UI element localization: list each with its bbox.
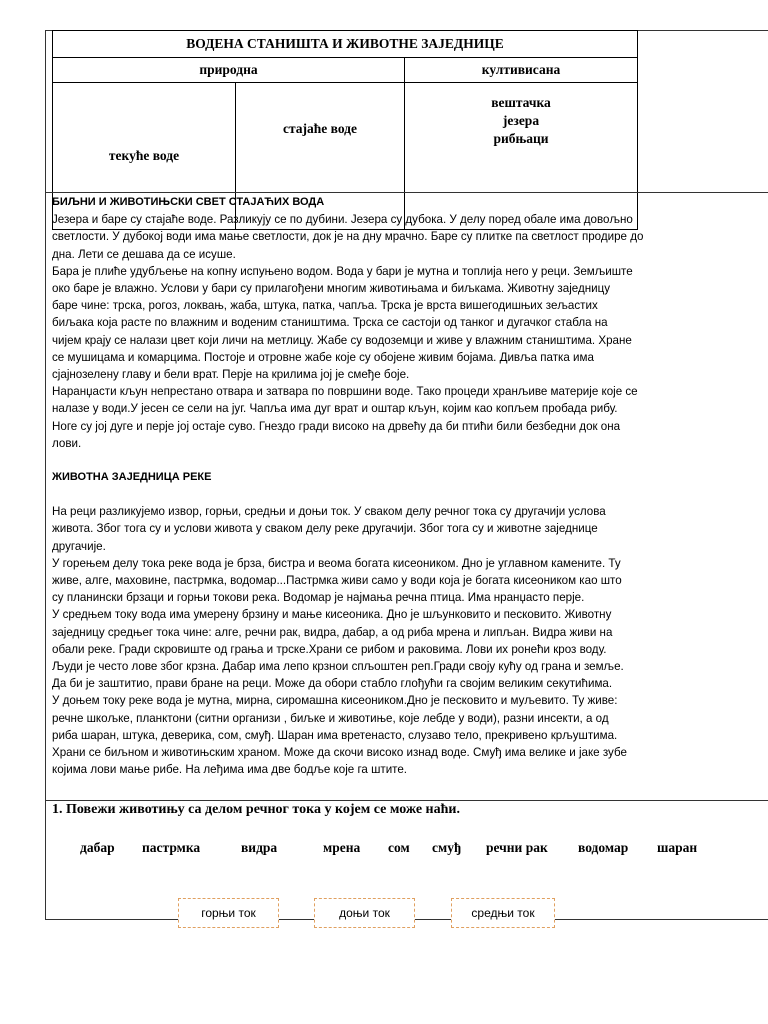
section-divider (45, 800, 768, 801)
text-line: око баре је влажно. Услови у бари су прилагођени многим животињама и биљкама. Животну заједницу (52, 282, 611, 296)
text-line: су планински брзаци и горњи токови река. Водомар је најмања речна птица. Има нранџасто перје. (52, 591, 585, 605)
section-heading: БИЉНИ И ЖИВОТИЊСКИ СВЕТ СТАЈАЋИХ ВОДА (52, 196, 325, 208)
text-line: Језера и баре су стајаће воде. Разликују се по дубини. Језера су дубока. У делу поред обале има довољно (52, 213, 633, 227)
blank-line (52, 452, 714, 469)
artificial-line: вештачка (491, 95, 551, 110)
text-line: Наранџасти кљун непрестано отвара и затвара по површини воде. Тако процеди хранљиве материје које се (52, 385, 638, 399)
natural-header: природна (53, 58, 405, 83)
animal-label[interactable]: шаран (657, 840, 698, 855)
animal-label[interactable]: сом (388, 840, 410, 855)
text-line: живота. Због тога су и услови живота у сваком делу реке другачији. Због тога су и животне заједнице (52, 522, 598, 536)
text-line: налазе у води.У јесен се сели на југ. Чапља има дуг врат и оштар кљун, којим као копљем пробада рибу. (52, 402, 618, 416)
animal-label[interactable]: пастрмка (142, 840, 201, 855)
animal-label[interactable]: смуђ (432, 840, 462, 855)
animal-label[interactable]: водомар (578, 840, 629, 855)
text-line: сјајнозелену главу и бели врат. Перје на крилима јој је смеђе боје. (52, 368, 410, 382)
text-line: риба шаран, штука, деверика, сом, смуђ. Шаран има вретенасто, слузаво тело, прекривено крљуштима. (52, 728, 618, 742)
upper-course-box[interactable]: горњи ток (178, 898, 279, 928)
text-line: У горењем делу тока реке вода је брза, бистра и веома богата кисеоником. Дно је углавном камените. Ту (52, 556, 621, 570)
table-title: ВОДЕНА СТАНИШТА И ЖИВОТНЕ ЗАЈЕДНИЦЕ (53, 31, 638, 58)
text-line: заједницу средњег тока чине: алге, речни рак, видра, дабар, а од риба мрена и липљан. Видра живи на (52, 625, 613, 639)
section-heading: ЖИВОТНА ЗАЈЕДНИЦА РЕКЕ (52, 471, 212, 484)
text-line: Људи је често лове због крзна. Дабар има лепо крзнои спљоштен реп.Гради своју кућу од грана и земље. (52, 660, 624, 674)
text-line: живе, алге, маховине, пастрмка, водомар...Пастрмка живи само у води која је богата кисеоником као што (52, 574, 622, 588)
artificial-line: језера (502, 113, 540, 128)
text-line: којима лови мање рибе. На леђима има две бодље које га штите. (52, 763, 408, 777)
text-line: Ноге су јој дуге и перје јој остаје суво. Гнездо гради високо на дрвећу да би птићи били безбедни док она (52, 419, 621, 433)
text-line: биљака која расте по влажним и воденим стаништима. Трска се састоји од танког и дугачког стабла на (52, 316, 608, 330)
standing-water-cell: стајаће воде (236, 83, 405, 230)
middle-course-box[interactable]: средњи ток (451, 898, 555, 928)
text-line: У доњем току реке вода је мутна, мирна, сиромашна кисеоником.Дно је песковито и муљевито. Ту живе: (52, 694, 618, 708)
task-instruction: 1. Повежи животињу са делом речног тока у којем се може наћи. (52, 802, 460, 817)
flowing-water-cell: текуће воде (53, 83, 236, 230)
animal-label[interactable]: речни рак (486, 840, 548, 855)
lower-course-box[interactable]: доњи ток (314, 898, 415, 928)
text-line: дна. Лети се дешава да се исуше. (52, 247, 236, 261)
section-divider (45, 192, 768, 193)
reading-text (52, 194, 714, 779)
text-line: другачије. (52, 539, 106, 553)
text-line: се мушицама и комарцима. Постоје и отровне жабе које су обојене живим бојама. Дивља патка има (52, 350, 594, 364)
text-line: лови. (52, 436, 82, 450)
text-line: светлости. У дубокој води има мање светлости, док је на дну мрачно. Баре су плитке па светлост продире до (52, 230, 644, 244)
cultivated-header: култивисана (405, 58, 638, 83)
text-line: обали реке. Гради скровиште од грања и трске.Храни се рибом и раковима. Лови их ронећи кроз воду. (52, 642, 607, 656)
text-line: На реци разликујемо извор, горњи, средњи и доњи ток. У сваком делу речног тока су другачији услова (52, 505, 606, 519)
text-line: Да би је заштитио, прави бране на реци. Може да обори стабло глођући га својим великим секутићима. (52, 677, 613, 691)
text-line: Храни се биљном и животињским храном. Може да скочи високо изнад воде. Смуђ има велике и јаке зубе (52, 746, 627, 760)
animal-list (52, 840, 714, 860)
text-line: У средњем току вода има умерену брзину и мање кисеоника. Дно је шљунковито и песковито. Животну (52, 608, 612, 622)
text-line: речне шкољке, планктони (ситни организи , биљке и животиње, које лебде у води), разни инсекти, а од (52, 711, 609, 725)
artificial-line: рибњаци (493, 131, 549, 146)
text-line: баре чине: трска, рогоз, локвањ, жаба, штука, патка, чапља. Трска је врста вишегодишњих зељастих (52, 299, 598, 313)
animal-label[interactable]: видра (241, 840, 278, 855)
animal-label[interactable]: дабар (80, 840, 115, 855)
text-line: Бара је плиће удубљење на копну испуњено водом. Вода у бари је мутна и топлија него у реци. Земљиште (52, 264, 633, 278)
text-line: чијем крају се налази цвет који личи на метлицу. Жабе су водоземци и живе у влажним стаништима. Хране (52, 333, 632, 347)
animal-label[interactable]: мрена (323, 840, 361, 855)
blank-line (52, 486, 714, 503)
